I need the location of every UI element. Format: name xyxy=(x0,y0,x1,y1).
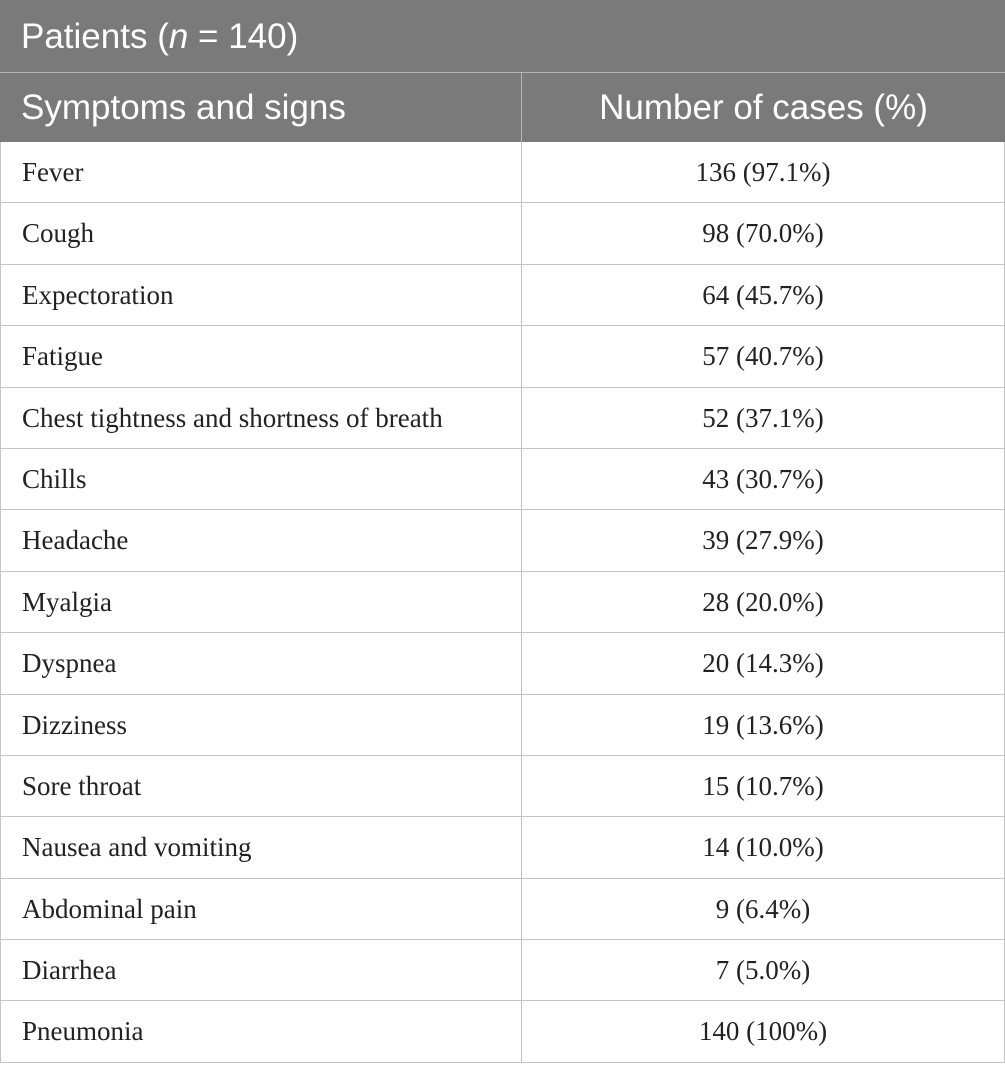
symptom-cell: Dyspnea xyxy=(0,633,522,693)
table-row xyxy=(0,142,1005,203)
caption-prefix: Patients ( xyxy=(21,17,169,56)
cases-cell: 43 (30.7%) xyxy=(522,449,1005,509)
symptom-cell: Diarrhea xyxy=(0,940,522,1000)
table-row xyxy=(0,1001,1005,1062)
symptom-cell: Fever xyxy=(0,142,522,202)
caption-variable: n xyxy=(168,17,189,56)
table-row xyxy=(0,879,1005,940)
table-row xyxy=(0,265,1005,326)
symptom-cell: Nausea and vomiting xyxy=(0,817,522,877)
cases-cell: 7 (5.0%) xyxy=(522,940,1005,1000)
cases-cell: 39 (27.9%) xyxy=(522,510,1005,570)
cases-cell: 20 (14.3%) xyxy=(522,633,1005,693)
cases-cell: 136 (97.1%) xyxy=(522,142,1005,202)
symptom-cell: Myalgia xyxy=(0,572,522,632)
symptom-cell: Chest tightness and shortness of breath xyxy=(0,388,522,448)
caption-suffix: = 140) xyxy=(188,17,299,56)
cases-cell: 98 (70.0%) xyxy=(522,203,1005,263)
table-row xyxy=(0,756,1005,817)
table-row xyxy=(0,449,1005,510)
symptom-cell: Fatigue xyxy=(0,326,522,386)
table-row xyxy=(0,695,1005,756)
table-caption xyxy=(0,0,1005,73)
table-row xyxy=(0,203,1005,264)
header-symptoms: Symptoms and signs xyxy=(0,73,522,142)
cases-cell: 64 (45.7%) xyxy=(522,265,1005,325)
cases-cell: 9 (6.4%) xyxy=(522,879,1005,939)
table-row xyxy=(0,326,1005,387)
cases-cell: 52 (37.1%) xyxy=(522,388,1005,448)
table-row xyxy=(0,817,1005,878)
table-row xyxy=(0,388,1005,449)
table-row xyxy=(0,633,1005,694)
table-body xyxy=(0,142,1005,1063)
table-header-row xyxy=(0,73,1005,142)
table-row xyxy=(0,572,1005,633)
cases-cell: 57 (40.7%) xyxy=(522,326,1005,386)
header-cases: Number of cases (%) xyxy=(599,88,928,127)
symptom-cell: Expectoration xyxy=(0,265,522,325)
symptom-cell: Headache xyxy=(0,510,522,570)
symptom-cell: Cough xyxy=(0,203,522,263)
symptom-cell: Chills xyxy=(0,449,522,509)
cases-cell: 140 (100%) xyxy=(522,1001,1005,1061)
cases-cell: 14 (10.0%) xyxy=(522,817,1005,877)
cases-cell: 19 (13.6%) xyxy=(522,695,1005,755)
symptom-cell: Dizziness xyxy=(0,695,522,755)
table-row xyxy=(0,940,1005,1001)
symptom-cell: Abdominal pain xyxy=(0,879,522,939)
cases-cell: 15 (10.7%) xyxy=(522,756,1005,816)
symptom-cell: Pneumonia xyxy=(0,1001,522,1061)
table-row xyxy=(0,510,1005,571)
symptom-cell: Sore throat xyxy=(0,756,522,816)
cases-cell: 28 (20.0%) xyxy=(522,572,1005,632)
